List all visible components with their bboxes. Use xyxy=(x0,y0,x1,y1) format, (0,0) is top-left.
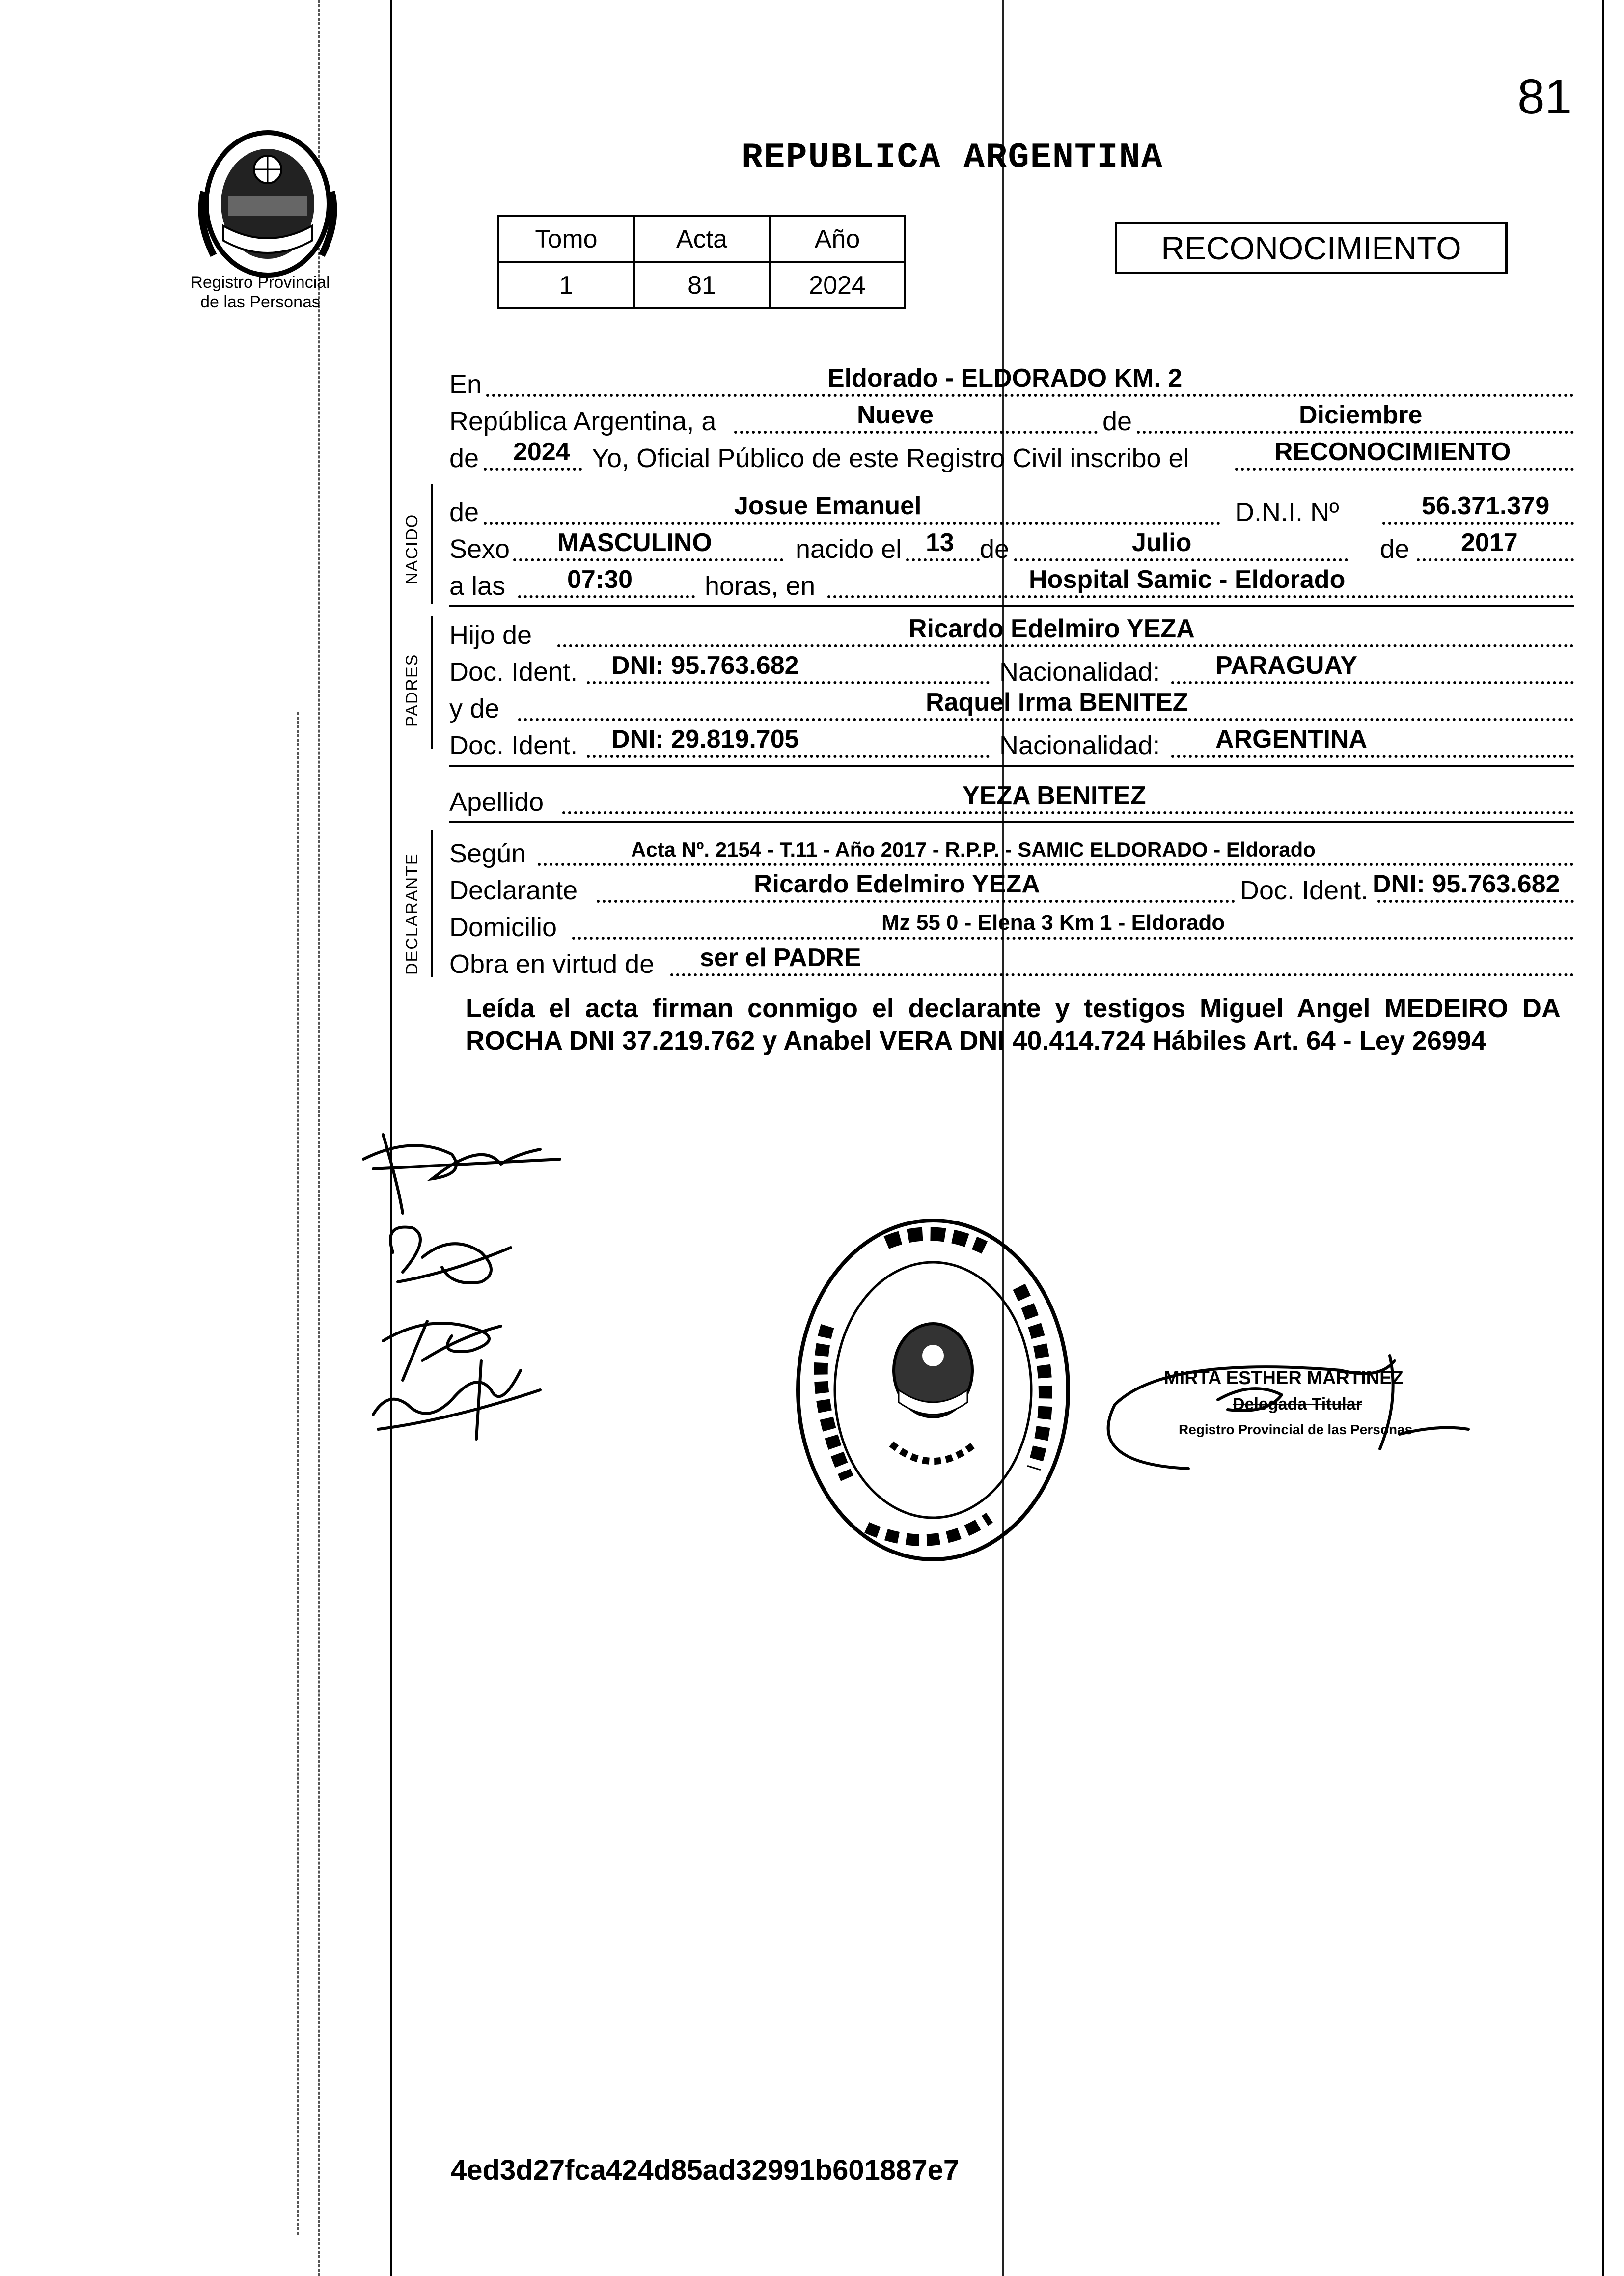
page-number: 81 xyxy=(1517,69,1572,124)
row-declarante xyxy=(449,869,1574,904)
label-doc-ident: Doc. Ident. xyxy=(449,657,578,687)
row-padre xyxy=(449,614,1574,648)
center-fold-line xyxy=(1002,0,1004,2276)
row-madre xyxy=(449,688,1574,722)
child-dni: 56.371.379 xyxy=(1422,492,1550,520)
value-anio: 2024 xyxy=(770,262,905,308)
label-de: de xyxy=(1102,407,1132,436)
birth-year: 2017 xyxy=(1461,528,1518,557)
closing-text: Leída el acta firman conmigo el declarante y testigos Miguel Angel MEDEIRO DA ROCHA DNI 37.219.762 y Anabel VERA DNI 40.414.724 Hábiles Art. 64 - Ley 26994 xyxy=(466,994,1561,1055)
label-de-2: de xyxy=(449,444,479,473)
date-year: 2024 xyxy=(513,438,570,466)
mother-doc: DNI: 29.819.705 xyxy=(611,725,799,753)
separator xyxy=(449,605,1574,607)
witness-signatures xyxy=(354,1125,570,1444)
dots xyxy=(597,900,1235,903)
dots xyxy=(1377,900,1574,903)
dots xyxy=(1235,468,1574,471)
label-domicilio: Domicilio xyxy=(449,913,557,942)
label-nacionalidad-2: Nacionalidad: xyxy=(999,731,1160,760)
child-name: Josue Emanuel xyxy=(734,492,922,520)
label-en: En xyxy=(449,370,482,399)
father-name: Ricardo Edelmiro YEZA xyxy=(908,614,1195,643)
label-horas-en: horas, en xyxy=(705,571,816,601)
registry-line-2: de las Personas xyxy=(200,293,320,311)
row-obra xyxy=(449,943,1574,977)
birth-month: Julio xyxy=(1132,528,1192,557)
obra-value: ser el PADRE xyxy=(700,944,861,972)
separator xyxy=(449,821,1574,823)
header-anio: Año xyxy=(770,216,905,262)
registry-name xyxy=(162,273,358,312)
dots xyxy=(562,811,1574,814)
row-apellido xyxy=(449,781,1574,815)
label-de-3: de xyxy=(449,498,479,527)
label-sexo: Sexo xyxy=(449,534,510,564)
dots xyxy=(1137,431,1574,434)
document-hash: 4ed3d27fca424d85ad32991b601887e7 xyxy=(451,2154,960,2186)
label-a-las: a las xyxy=(449,571,506,601)
date-act: RECONOCIMIENTO xyxy=(1274,438,1511,466)
row-nacido-hora xyxy=(449,565,1574,599)
right-margin-line xyxy=(1602,0,1604,2276)
section-padres: PADRES xyxy=(403,653,421,727)
row-nacido-name xyxy=(449,491,1574,526)
dots xyxy=(572,937,1574,940)
official-role: Delegada Titular xyxy=(1233,1395,1362,1414)
dots xyxy=(1382,522,1574,525)
dots xyxy=(734,431,1098,434)
header-acta: Acta xyxy=(634,216,770,262)
row-domicilio xyxy=(449,906,1574,941)
dots xyxy=(1171,755,1574,758)
date-day: Nueve xyxy=(857,401,934,429)
birth-day: 13 xyxy=(926,528,954,557)
act-type: RECONOCIMIENTO xyxy=(1161,230,1461,266)
label-nacido-el: nacido el xyxy=(796,534,902,564)
surname-value: YEZA BENITEZ xyxy=(963,781,1146,810)
father-doc: DNI: 95.763.682 xyxy=(611,651,799,680)
padres-bar xyxy=(431,616,433,749)
label-declarante: Declarante xyxy=(449,876,578,905)
official-org: Registro Provincial de las Personas xyxy=(1179,1422,1413,1437)
dots xyxy=(670,973,1574,976)
father-nationality: PARAGUAY xyxy=(1215,651,1357,680)
value-tomo: 1 xyxy=(498,262,634,308)
dots xyxy=(1014,558,1348,561)
dots xyxy=(513,558,783,561)
segun-value: Acta Nº. 2154 - T.11 - Año 2017 - R.P.P. - SAMIC ELDORADO - Eldorado xyxy=(631,838,1316,861)
mother-nationality: ARGENTINA xyxy=(1215,725,1368,753)
document-title: REPUBLICA ARGENTINA xyxy=(742,138,1163,178)
label-rep-arg: República Argentina, a xyxy=(449,407,716,436)
register-table xyxy=(497,215,906,309)
act-type-box xyxy=(1115,222,1508,274)
nacido-bar xyxy=(431,484,433,604)
section-declarante: DECLARANTE xyxy=(403,853,421,975)
label-de-4: de xyxy=(980,534,1010,564)
row-place xyxy=(449,363,1574,398)
left-dashed-line xyxy=(318,0,320,2276)
official-signature xyxy=(1105,1326,1478,1483)
label-doc-ident-2: Doc. Ident. xyxy=(449,731,578,760)
dots xyxy=(484,522,1220,525)
label-de-5: de xyxy=(1380,534,1410,564)
dots xyxy=(538,863,1574,866)
dots xyxy=(587,755,990,758)
dots xyxy=(486,394,1574,397)
dots xyxy=(557,644,1574,647)
row-madre-doc xyxy=(449,724,1574,759)
registry-line-1: Registro Provincial xyxy=(191,273,330,292)
left-dashed-line-2 xyxy=(297,712,299,2235)
row-year xyxy=(449,437,1574,472)
dots xyxy=(1417,558,1574,561)
label-doc-ident-3: Doc. Ident. xyxy=(1240,876,1369,905)
value-acta: 81 xyxy=(634,262,770,308)
label-obra: Obra en virtud de xyxy=(449,949,655,979)
dots xyxy=(518,595,695,598)
label-apellido: Apellido xyxy=(449,787,544,817)
place-value: Eldorado - ELDORADO KM. 2 xyxy=(827,364,1183,392)
birth-place: Hospital Samic - Eldorado xyxy=(1029,565,1346,594)
row-segun xyxy=(449,833,1574,867)
dots xyxy=(587,681,990,684)
declarante-name: Ricardo Edelmiro YEZA xyxy=(754,870,1040,898)
dots xyxy=(484,468,582,471)
header-tomo: Tomo xyxy=(498,216,634,262)
label-y-de: y de xyxy=(449,694,500,723)
date-month: Diciembre xyxy=(1299,401,1423,429)
section-nacido: NACIDO xyxy=(403,513,421,584)
birth-hour: 07:30 xyxy=(567,565,633,594)
mother-name: Raquel Irma BENITEZ xyxy=(926,688,1188,717)
official-seal xyxy=(788,1213,1078,1567)
row-padre-doc xyxy=(449,651,1574,685)
label-hijo-de: Hijo de xyxy=(449,620,532,650)
declarante-doc: DNI: 95.763.682 xyxy=(1373,870,1560,898)
row-date xyxy=(449,400,1574,435)
domicilio-value: Mz 55 0 - Elena 3 Km 1 - Eldorado xyxy=(881,911,1225,935)
child-sexo: MASCULINO xyxy=(557,528,712,557)
official-name: MIRTA ESTHER MARTINEZ xyxy=(1164,1368,1404,1388)
dots xyxy=(827,595,1574,598)
registro-text: Yo, Oficial Público de este Registro Civil inscribo el xyxy=(592,444,1189,473)
label-segun: Según xyxy=(449,839,526,868)
dots xyxy=(906,558,980,561)
province-emblem xyxy=(194,123,341,280)
dots xyxy=(518,718,1574,721)
label-nacionalidad: Nacionalidad: xyxy=(999,657,1160,687)
label-dni: D.N.I. Nº xyxy=(1235,498,1339,527)
declarante-bar xyxy=(431,830,433,977)
dots xyxy=(1171,681,1574,684)
separator xyxy=(449,765,1574,767)
row-nacido-sexo xyxy=(449,528,1574,562)
